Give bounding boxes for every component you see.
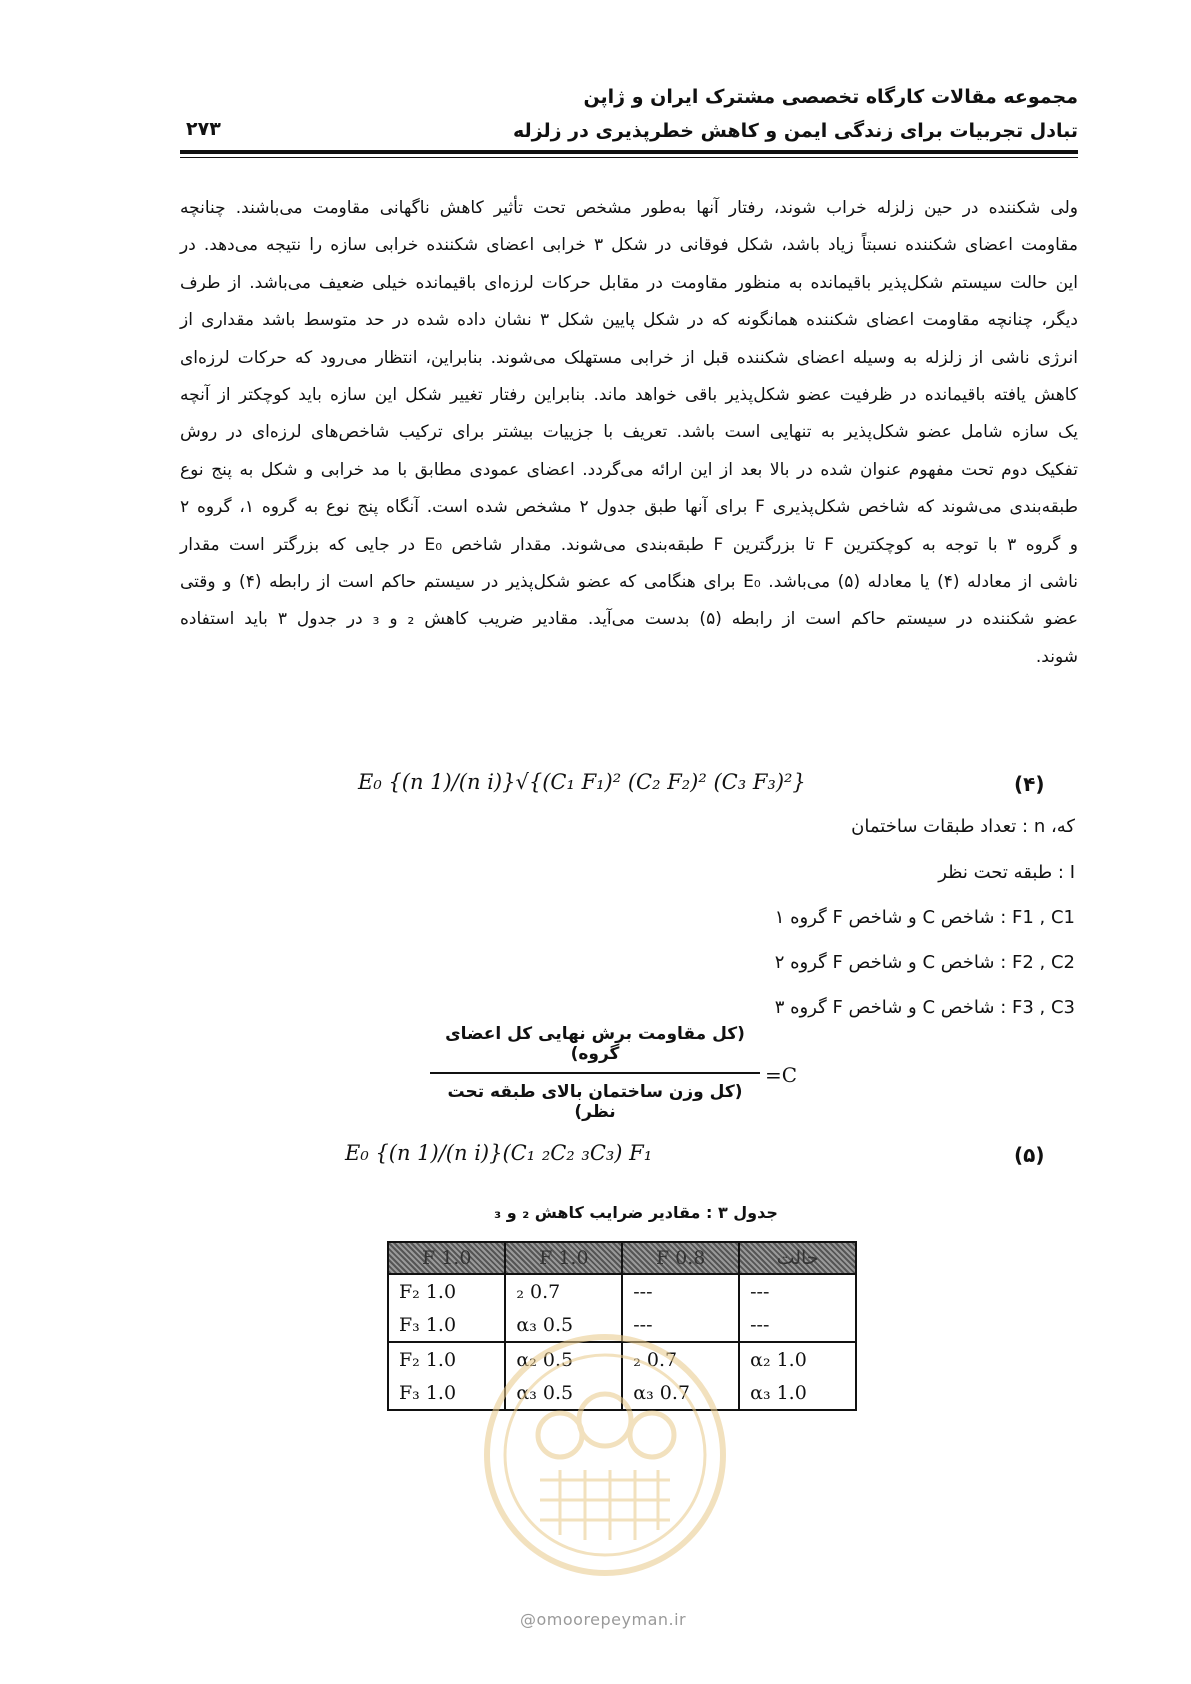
table-header-cell: F 0.8 [622, 1242, 739, 1274]
paragraph-line: ولی شکننده در حین زلزله خراب شوند، رفتار آنها به‌طور مشخص تحت تأثیر کاهش ناگهانی مقاومت می‌باشند. چنانچه [180, 198, 1078, 218]
table-cell: α₃ 0.7 [622, 1376, 739, 1410]
definition-i: I : طبقه تحت نظر [938, 862, 1075, 883]
fraction-label: =C [765, 1063, 798, 1087]
paragraph-line: کاهش یافته باقیمانده در ظرفیت عضو شکل‌پذیر باقی خواهد ماند. بنابراین رفتار تغییر شکل این سازه باید کوچکتر از آنچه [180, 385, 1078, 406]
table-cell: α₃ 1.0 [739, 1376, 856, 1410]
table-caption: جدول ۳ : مقادیر ضرایب کاهش ₂ و ₃ [494, 1203, 778, 1222]
table-cell: --- [622, 1274, 739, 1308]
definition-n: که، n : تعداد طبقات ساختمان [851, 816, 1075, 837]
table-cell: ₂ 0.7 [505, 1274, 622, 1308]
paragraph-line: طبقه‌بندی می‌شوند که شاخص شکل‌پذیری F برای آنها طبق جدول ۲ مشخص شده است. آنگاه پنج نوع به گروه ۱، گروه ۲ [180, 497, 1078, 518]
paragraph-line: عضو شکننده در سیستم حاکم است از رابطه (۵) بدست می‌آید. مقادیر ضریب کاهش ₂ و ₃ در جدول ۳ باید استفاده [180, 609, 1078, 630]
table-cell: --- [739, 1308, 856, 1342]
header-title-line1: مجموعه مقالات کارگاه تخصصی مشترک ایران و ژاپن [583, 86, 1078, 108]
paragraph-line: یک سازه شامل عضو شکل‌پذیر به تنهایی است باشد. تعریف با جزییات بیشتر برای ترکیب شاخص‌های لرزه‌ای در روش [180, 422, 1078, 443]
table-cell: F₂ 1.0 [388, 1274, 505, 1308]
table-row [388, 1274, 856, 1308]
table-header-row [388, 1242, 856, 1274]
paragraph-line: این حالت سیستم شکل‌پذیر باقیمانده به منظور مقاومت در مقابل حرکات لرزه‌ای باقیمانده خیلی ضعیف می‌باشد. از طرف [180, 272, 1078, 293]
header-title-line2: تبادل تجربیات برای زندگی ایمن و کاهش خطرپذیری در زلزله [513, 120, 1078, 142]
table-cell: ₂ 0.7 [622, 1342, 739, 1376]
definition-group-3: F3 , C3 : شاخص C و شاخص F گروه ۳ [774, 997, 1075, 1018]
paragraph-line: دیگر، چنانچه مقاومت اعضای شکننده همانگونه که در شکل پایین شکل ۳ نشان داده شده در حد متوسط باشد مقداری از [180, 310, 1079, 331]
equation-4-number: (۴) [1014, 772, 1045, 796]
fraction-bar [430, 1072, 760, 1074]
table-header-cell: F 1.0 [505, 1242, 622, 1274]
equation-4: E₀ {(n 1)/(n i)}√{(C₁ F₁)² (C₂ F₂)² (C₃ F₃)²} [358, 770, 806, 794]
header-rule-thick [180, 150, 1078, 154]
table-cell: α₂ 1.0 [739, 1342, 856, 1376]
watermark-site-text: @omoorepeyman.ir [520, 1610, 687, 1629]
paragraph-line: ناشی از معادله (۴) یا معادله (۵) می‌باشد. E₀ برای هنگامی که عضو شکل‌پذیر در سیستم حاکم است از رابطه (۴) و وقتی [180, 572, 1078, 593]
paragraph-line: شوند. [1035, 646, 1078, 667]
table-cell: α₂ 0.5 [505, 1342, 622, 1376]
header-rule-thin [180, 157, 1078, 158]
paragraph-line: تفکیک دوم تحت مفهوم عنوان شده در بالا بعد از این ارائه می‌گردد. اعضای عمودی مطابق با مد خرابی و شکل به پنج نوع [180, 459, 1078, 480]
table-cell: F₃ 1.0 [388, 1376, 505, 1410]
table-cell: α₃ 0.5 [505, 1308, 622, 1342]
paragraph-line: انرژی ناشی از زلزله به وسیله اعضای شکننده قبل از خرابی مستهلک می‌شوند. بنابراین، انتظار می‌رود که حرکات لرزه‌ای [180, 347, 1078, 368]
fraction-numerator: (کل مقاومت برش نهایی کل اعضای گروه) [445, 1024, 745, 1064]
table-cell: F₃ 1.0 [388, 1308, 505, 1342]
table-cell: --- [739, 1274, 856, 1308]
definition-group-1: F1 , C1 : شاخص C و شاخص F گروه ۱ [774, 907, 1075, 928]
table-header-cell: حالت [739, 1242, 856, 1274]
paragraph-line: مقاومت اعضای شکننده نسبتاً زیاد باشد، شکل فوقانی در شکل ۳ خرابی اعضای شکننده خرابی سازه را نتیجه می‌دهد. در [180, 235, 1078, 256]
equation-5: E₀ {(n 1)/(n i)}(C₁ ₂C₂ ₃C₃) F₁ [345, 1141, 653, 1165]
watermark-seal-icon [480, 1330, 730, 1580]
table-cell: --- [622, 1308, 739, 1342]
equation-5-number: (۵) [1014, 1143, 1045, 1167]
paragraph-line: و گروه ۳ با توجه به کوچکترین F تا بزرگترین F طبقه‌بندی می‌شوند. مقدار شاخص E₀ در جایی که بزرگتر است مقدار [180, 534, 1078, 555]
page-number: ۲۷۳ [186, 118, 221, 140]
table-header-cell: F 1.0 [388, 1242, 505, 1274]
fraction-denominator: (کل وزن ساختمان بالای طبقه تحت نظر) [447, 1082, 743, 1122]
definition-group-2: F2 , C2 : شاخص C و شاخص F گروه ۲ [774, 952, 1075, 973]
table-cell: α₃ 0.5 [505, 1376, 622, 1410]
body-paragraph [180, 190, 1078, 676]
c-fraction [430, 1024, 760, 1122]
table-cell: F₂ 1.0 [388, 1342, 505, 1376]
